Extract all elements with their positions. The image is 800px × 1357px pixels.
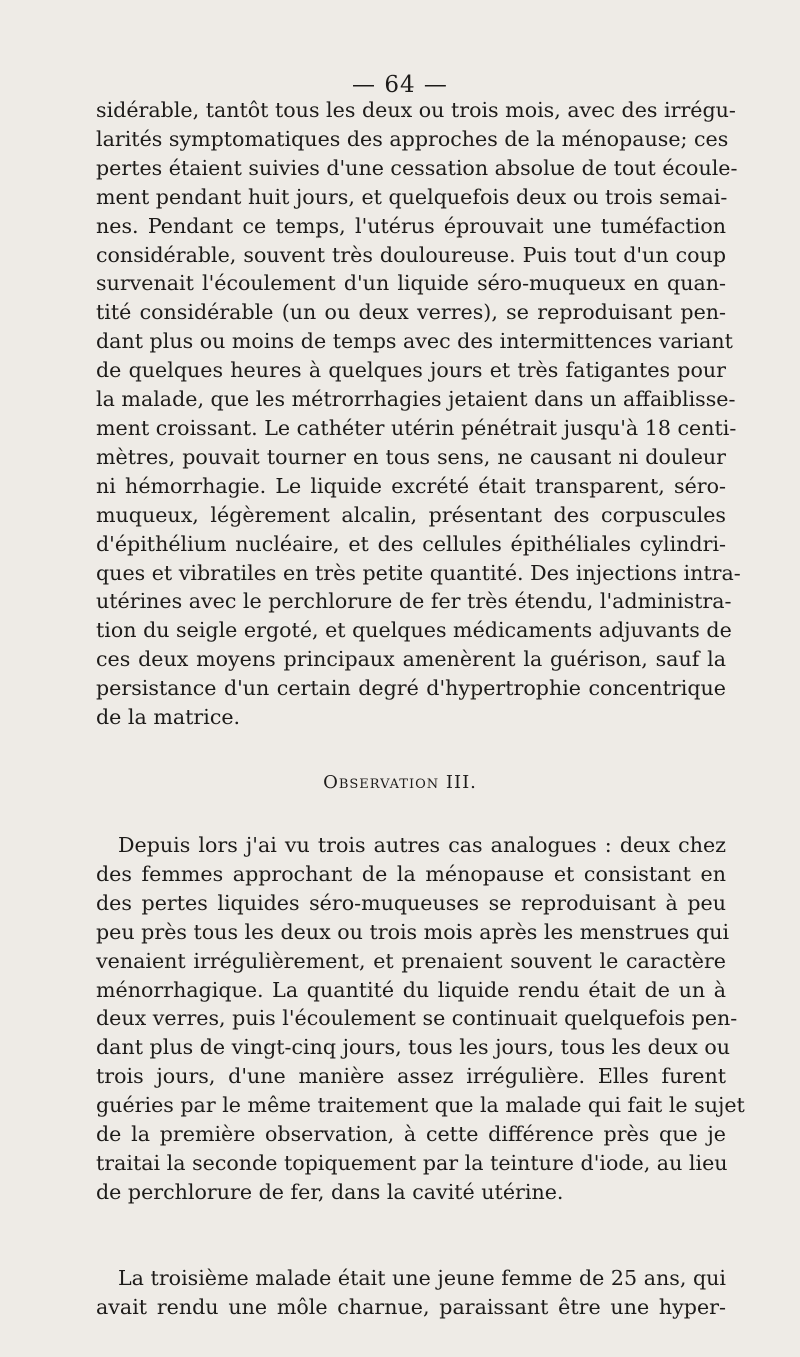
text-line: ment croissant. Le cathéter utérin pénétrait jusqu'à 18 centi- bbox=[96, 415, 737, 440]
text-line: survenait l'écoulement d'un liquide séro-muqueux en quan- bbox=[96, 271, 726, 296]
text-line: d'épithélium nucléaire, et des cellules épithéliales cylindri- bbox=[96, 531, 726, 556]
text-line: de quelques heures à quelques jours et très fatigantes pour bbox=[96, 358, 726, 383]
text-line: ni hémorrhagie. Le liquide excrété était transparent, séro- bbox=[96, 473, 726, 498]
paragraph-observation bbox=[96, 831, 745, 1207]
text-line: utérines avec le perchlorure de fer très étendu, l'administra- bbox=[96, 589, 732, 614]
text-line: tion du seigle ergoté, et quelques médicaments adjuvants de bbox=[96, 618, 732, 643]
text-line: ces deux moyens principaux amenèrent la guérison, sauf la bbox=[96, 647, 726, 672]
text-line: guéries par le même traitement que la malade qui fait le sujet bbox=[96, 1093, 745, 1118]
section-heading: Observation III. bbox=[323, 772, 477, 793]
text-line: considérable, souvent très douloureuse. Puis tout d'un coup bbox=[96, 242, 726, 267]
text-line: de perchlorure de fer, dans la cavité utérine. bbox=[96, 1179, 564, 1204]
text-line: venaient irrégulièrement, et prenaient souvent le caractère bbox=[96, 948, 726, 973]
text-line: nes. Pendant ce temps, l'utérus éprouvait une tuméfaction bbox=[96, 213, 726, 238]
text-line: ment pendant huit jours, et quelquefois deux ou trois semai- bbox=[96, 184, 728, 209]
text-line: larités symptomatiques des approches de la ménopause; ces bbox=[96, 126, 729, 151]
text-line: traitai la seconde topiquement par la teinture d'iode, au lieu bbox=[96, 1150, 728, 1175]
text-line: muqueux, légèrement alcalin, présentant des corpuscules bbox=[96, 502, 726, 527]
paragraph-third-patient bbox=[96, 1264, 726, 1322]
text-line: ménorrhagique. La quantité du liquide rendu était de un à bbox=[96, 977, 726, 1002]
text-line: des pertes liquides séro-muqueuses se reproduisant à peu bbox=[96, 890, 726, 915]
text-line: dant plus de vingt-cinq jours, tous les jours, tous les deux ou bbox=[96, 1035, 731, 1060]
text-line: persistance d'un certain degré d'hypertrophie concentrique bbox=[96, 676, 726, 701]
text-line: dant plus ou moins de temps avec des intermittences variant bbox=[96, 329, 733, 354]
text-line: tité considérable (un ou deux verres), se reproduisant pen- bbox=[96, 300, 726, 325]
text-line: pertes étaient suivies d'une cessation absolue de tout écoule- bbox=[96, 155, 738, 180]
text-line: peu près tous les deux ou trois mois après les menstrues qui bbox=[96, 919, 730, 944]
text-line: de la première observation, à cette différence près que je bbox=[96, 1122, 726, 1147]
text-line: la malade, que les métrorrhagies jetaient dans un affaiblisse- bbox=[96, 387, 736, 412]
text-line: de la matrice. bbox=[96, 705, 241, 730]
paragraph-continued bbox=[96, 96, 741, 732]
text-line: La troisième malade était une jeune femme de 25 ans, qui bbox=[118, 1266, 726, 1290]
text-line: des femmes approchant de la ménopause et consistant en bbox=[96, 861, 726, 886]
text-line: Depuis lors j'ai vu trois autres cas analogues : deux chez bbox=[118, 833, 726, 857]
text-line: deux verres, puis l'écoulement se continuait quelquefois pen- bbox=[96, 1006, 738, 1031]
text-line: trois jours, d'une manière assez irrégulière. Elles furent bbox=[96, 1064, 726, 1089]
text-line: ques et vibratiles en très petite quantité. Des injections intra- bbox=[96, 560, 741, 585]
text-line: avait rendu une môle charnue, paraissant être une hyper- bbox=[96, 1294, 726, 1319]
page-number: — 64 — bbox=[352, 72, 448, 98]
text-line: mètres, pouvait tourner en tous sens, ne causant ni douleur bbox=[96, 444, 726, 469]
text-line: sidérable, tantôt tous les deux ou trois mois, avec des irrégu- bbox=[96, 98, 736, 122]
